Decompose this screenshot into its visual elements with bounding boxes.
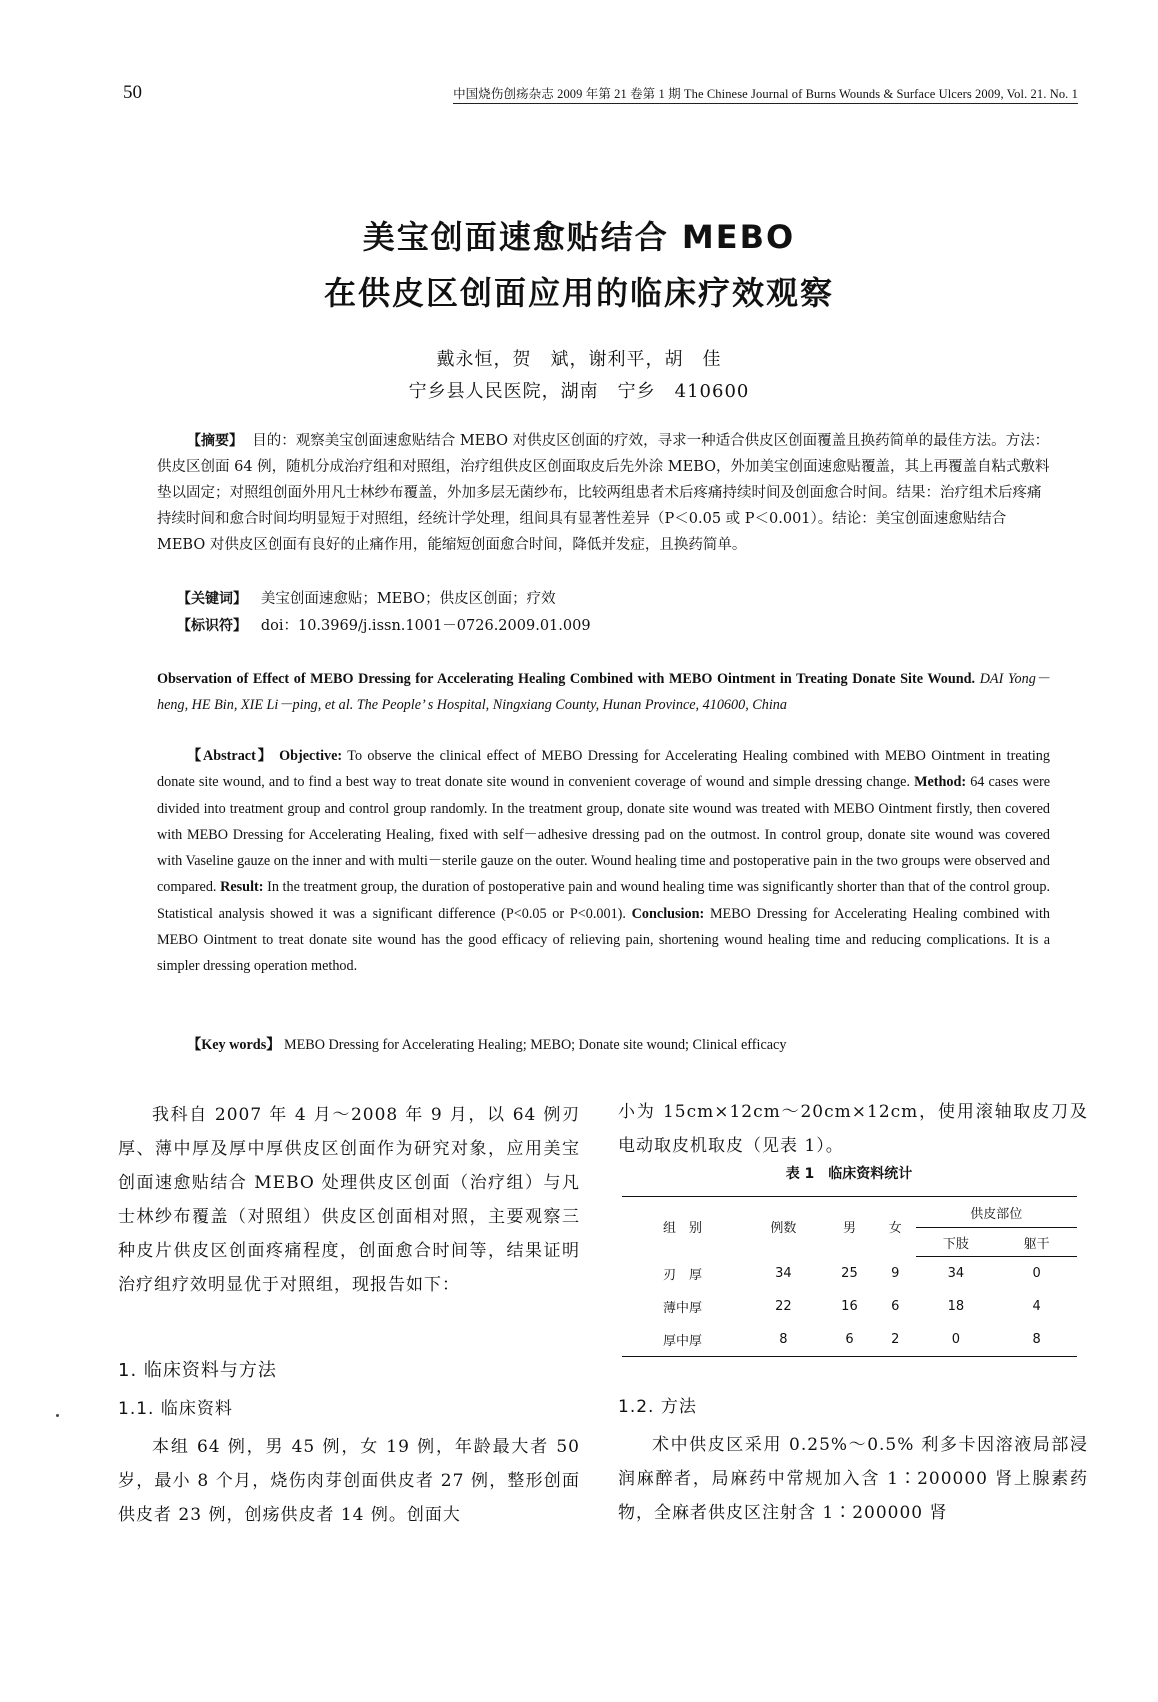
cell-group: 厚中厚 — [663, 1334, 703, 1349]
header-cases: 例数 — [770, 1221, 797, 1237]
method-text: 64 cases were divided into treatment group and control group randomly. In the treatment group, donate site wound was treated with MEBO Ointment firstly, then covered with MEBO Dressing for Accelerating Healing, fixed with self－adhesive dressing pad on the outmost. In control group, donate site wound was covered with Vaseline gauze on the inner and with multi－sterile gauze on the outer. Wound healing time and postoperative pain in the two groups were observed and compared. — [157, 774, 1051, 896]
english-title-block — [157, 666, 1050, 719]
page-number: 50 — [123, 82, 142, 103]
cell-cases: 8 — [779, 1332, 788, 1347]
cell-lower-limb: 0 — [951, 1332, 960, 1347]
cell-lower-limb: 18 — [947, 1299, 965, 1314]
english-abstract — [157, 743, 1050, 980]
identifier-chinese — [157, 613, 1070, 639]
paragraph-1-1: 本组 64 例，男 45 例，女 19 例，年龄最大者 50 岁，最小 8 个月，烧伤肉芽创面供皮者 27 例，整形创面供皮者 23 例，创疡供皮者 14 例。创面大 — [118, 1437, 580, 1525]
table-row — [622, 1323, 1077, 1357]
method-label: Method: — [914, 774, 967, 791]
conclusion-label: Conclusion: — [631, 905, 705, 922]
intro-paragraph: 我科自 2007 年 4 月～2008 年 9 月，以 64 例刃厚、薄中厚及厚中厚供皮区创面作为研究对象，应用美宝创面速愈贴结合 MEBO 处理供皮区创面（治疗组）与凡士林纱布覆盖（对照组）供皮区创面相对照，主要观察三种皮片供皮区创面疼痛程度，创面愈合时间等，结果证明治疗组疗效明显优于对照组，现报告如下： — [118, 1105, 580, 1295]
margin-dot — [56, 1414, 59, 1417]
cell-female: 9 — [891, 1265, 900, 1281]
cell-lower-limb: 34 — [947, 1266, 965, 1281]
keywords-text: 美宝创面速愈贴；MEBO；供皮区创面；疗效 — [260, 591, 556, 607]
header-donor-site: 供皮部位 — [916, 1197, 1078, 1228]
header-group: 组 别 — [663, 1221, 703, 1237]
cell-male: 16 — [841, 1299, 858, 1314]
english-title: Observation of Effect of MEBO Dressing for Accelerating Healing Combined with MEBO Ointment in Treating Donate Site Wound. — [157, 671, 976, 687]
table-row — [622, 1257, 1077, 1291]
title-line-2: 在供皮区创面应用的临床疗效观察 — [323, 274, 834, 312]
doi-text: doi：10.3969/j.issn.1001－0726.2009.01.009 — [260, 618, 591, 634]
section-heading-1-2: 1.2. 方法 — [618, 1397, 697, 1417]
section-heading-1: 1. 临床资料与方法 — [118, 1360, 277, 1381]
cell-male: 6 — [845, 1332, 854, 1347]
journal-citation-line: 中国烧伤创疡杂志 2009 年第 21 卷第 1 期 The Chinese Journal of Burns Wounds & Surface Ulcers 2009, Vol. 21. No. 1 — [453, 84, 1078, 104]
abstract-text: 目的：观察美宝创面速愈贴结合 MEBO 对供皮区创面的疗效，寻求一种适合供皮区创面覆盖且换药简单的最佳方法。方法：供皮区创面 64 例，随机分成治疗组和对照组，治疗组供皮区创面取皮后先外涂 MEBO，外加美宝创面速愈贴覆盖，其上再覆盖自粘式敷料垫以固定；对照组创面外用凡士林纱布覆盖，外加多层无菌纱布，比较两组患者术后疼痛持续时间及创面愈合时间。结果：治疗组术后疼痛持续时间和愈合时间均明显短于对照组，经统计学处理，组间具有显著性差异（P＜0.05 或 P＜0.001）。结论：美宝创面速愈贴结合 MEBO 对供皮区创面有良好的止痛作用，能缩短创面愈合时间，降低并发症，且换药简单。 — [157, 433, 1050, 553]
section-heading-1-1: 1.1. 临床资料 — [118, 1399, 233, 1419]
header-lower-limb: 下肢 — [916, 1228, 997, 1257]
cell-trunk: 4 — [1032, 1299, 1041, 1314]
title-line-1: 美宝创面速愈贴结合 MEBO — [362, 218, 796, 256]
objective-text: To observe the clinical effect of MEBO Dressing for Accelerating Healing combined with MEBO Ointment in treating donate site wound, and to find a best way to treat donate site wound in convenient coverage of wound and simple dressing change. — [157, 748, 1050, 791]
keywords-label: 【关键词】 — [177, 591, 247, 607]
affiliation: 宁乡县人民医院，湖南 宁乡 410600 — [408, 381, 750, 402]
cell-group: 薄中厚 — [663, 1301, 703, 1316]
header-female: 女 — [888, 1221, 902, 1237]
abstract-label: 【摘要】 — [187, 433, 243, 449]
table-caption: 表 1 临床资料统计 — [785, 1166, 913, 1182]
keywords-chinese — [157, 586, 1070, 612]
cell-trunk: 8 — [1032, 1332, 1041, 1347]
abstract-chinese — [157, 428, 1050, 558]
english-abstract-label: 【Abstract】 — [187, 748, 274, 764]
right-column-paragraph: 小为 15cm×12cm～20cm×12cm，使用滚轴取皮刀及电动取皮机取皮（见表 1）。 — [618, 1102, 1088, 1156]
cell-trunk: 0 — [1032, 1266, 1041, 1281]
result-text: In the treatment group, the duration of postoperative pain and wound healing time was significantly shorter than that of the control group. Statistical analysis showed it was a significant difference (P<0.05 or P<0.001). — [157, 879, 1050, 922]
result-label: Result: — [220, 879, 264, 896]
english-keywords — [157, 1032, 1050, 1058]
english-keywords-text: MEBO Dressing for Accelerating Healing; MEBO; Donate site wound; Clinical efficacy — [283, 1037, 787, 1053]
cell-female: 6 — [891, 1299, 900, 1314]
cell-cases: 22 — [775, 1299, 792, 1314]
cell-group: 刃 厚 — [663, 1267, 703, 1283]
cell-male: 25 — [841, 1265, 858, 1281]
header-male: 男 — [842, 1221, 856, 1237]
english-keywords-label: 【Key words】 — [187, 1037, 281, 1053]
header-trunk: 躯干 — [996, 1228, 1077, 1257]
english-authors-affiliation: DAI Yong－heng, HE Bin, XIE Li－ping, et al. The People’ s Hospital, Ningxiang County, Hunan Province, 410600, China — [157, 671, 1050, 714]
paragraph-1-2: 术中供皮区采用 0.25%～0.5% 利多卡因溶液局部浸润麻醉者，局麻药中常规加入含 1∶200000 肾上腺素药物，全麻者供皮区注射含 1∶200000 肾 — [618, 1435, 1088, 1523]
running-head — [123, 82, 1078, 106]
identifier-label: 【标识符】 — [177, 618, 247, 634]
authors: 戴永恒，贺 斌，谢利平，胡 佳 — [436, 349, 722, 370]
cell-cases: 34 — [775, 1265, 792, 1281]
table-row — [622, 1290, 1077, 1323]
cell-female: 2 — [891, 1332, 900, 1347]
objective-label: Objective: — [279, 748, 343, 764]
clinical-data-table — [622, 1196, 1077, 1357]
conclusion-text: MEBO Dressing for Accelerating Healing combined with MEBO Ointment to treat donate site wound has the good efficacy of relieving pain, shortening wound healing time and reducing complications. It is a simpler dressing operation method. — [157, 905, 1051, 975]
